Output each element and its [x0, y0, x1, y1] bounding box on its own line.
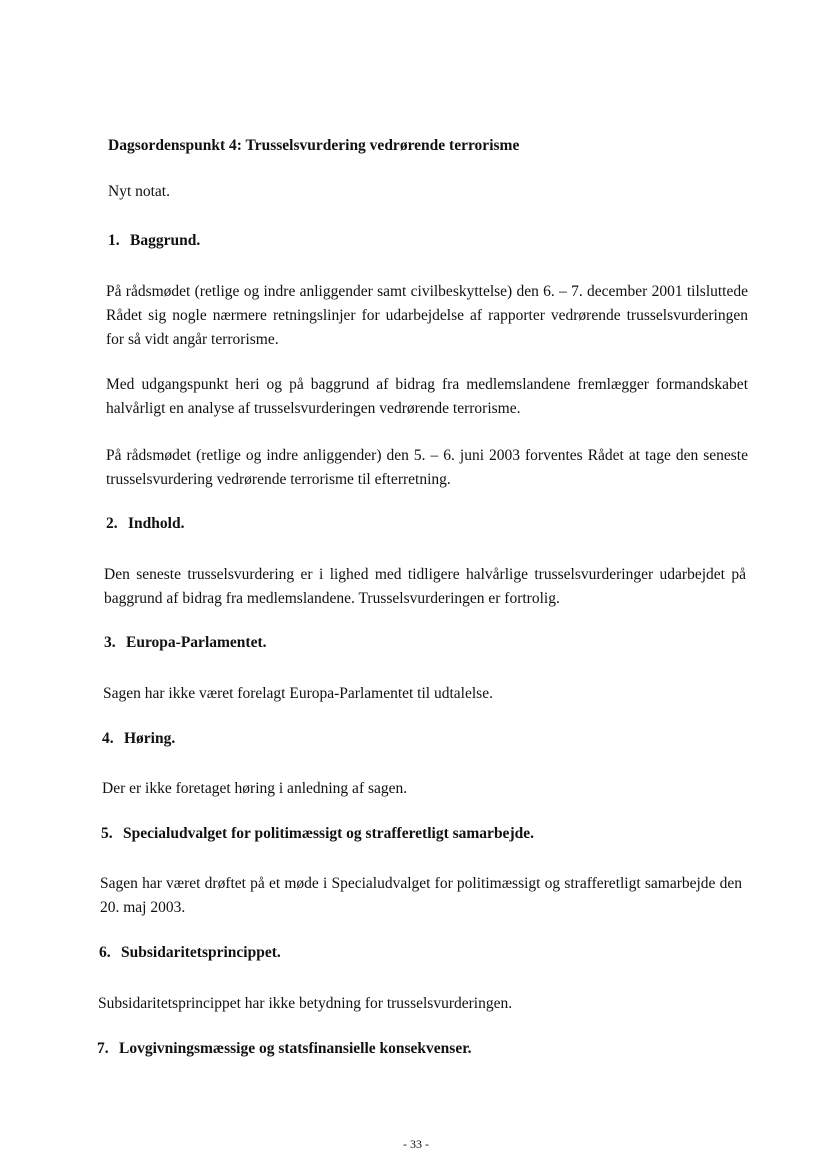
section-heading-baggrund	[108, 232, 200, 250]
section-heading-lovgivningsmaessige	[97, 1040, 472, 1058]
section-heading-europa-parlamentet	[104, 634, 266, 652]
section-number: 5.	[101, 825, 113, 842]
section-number: 2.	[106, 515, 118, 532]
section-number: 1.	[108, 232, 120, 249]
section-title: Høring.	[124, 730, 176, 747]
section-number: 3.	[104, 634, 116, 651]
section-title: Baggrund.	[130, 232, 201, 249]
section-title: Subsidaritetsprincippet.	[121, 944, 281, 961]
section-heading-subsidaritetsprincippet	[99, 944, 281, 962]
section-heading-specialudvalget	[101, 825, 534, 843]
paragraph-europa-parlamentet-1: Sagen har ikke været forelagt Europa-Parlamentet til udtalelse.	[103, 685, 493, 702]
paragraph-baggrund-2: Med udgangspunkt heri og på baggrund af bidrag fra medlemslandene fremlægger formandskabet halvårligt en analyse af trusselsvurderingen vedrørende terrorisme.	[106, 376, 748, 417]
intro-text: Nyt notat.	[108, 183, 170, 200]
section-heading-horing	[102, 730, 175, 748]
paragraph-baggrund-3: På rådsmødet (retlige og indre anliggender) den 5. – 6. juni 2003 forventes Rådet at tage den seneste trusselsvurdering vedrørende terrorisme til efterretning.	[106, 447, 748, 488]
section-title: Specialudvalget for politimæssigt og strafferetligt samarbejde.	[123, 825, 534, 842]
paragraph-baggrund-1: På rådsmødet (retlige og indre anliggender samt civilbeskyttelse) den 6. – 7. december 2001 tilsluttede Rådet sig nogle nærmere retningslinjer for udarbejdelse af rapporter vedrørende trusselsvurderingen for så vidt angår terrorisme.	[106, 283, 748, 348]
section-title: Indhold.	[128, 515, 185, 532]
paragraph-specialudvalget-1: Sagen har været drøftet på et møde i Specialudvalget for politimæssigt og strafferetligt samarbejde den 20. maj 2003.	[100, 875, 742, 916]
paragraph-subsidaritetsprincippet-1: Subsidaritetsprincippet har ikke betydning for trusselsvurderingen.	[98, 995, 513, 1012]
section-title: Europa-Parlamentet.	[126, 634, 267, 651]
paragraph-horing-1: Der er ikke foretaget høring i anledning af sagen.	[102, 780, 408, 797]
page-number: - 33 -	[403, 1137, 429, 1151]
paragraph-indhold-1: Den seneste trusselsvurdering er i lighed med tidligere halvårlige trusselsvurderinger udarbejdet på baggrund af bidrag fra medlemslandene. Trusselsvurderingen er fortrolig.	[104, 566, 746, 607]
section-heading-indhold	[106, 515, 184, 533]
section-number: 7.	[97, 1040, 109, 1057]
section-number: 6.	[99, 944, 111, 961]
section-number: 4.	[102, 730, 114, 747]
section-title: Lovgivningsmæssige og statsfinansielle konsekvenser.	[119, 1040, 472, 1057]
document-title: Dagsordenspunkt 4: Trusselsvurdering vedrørende terrorisme	[108, 137, 520, 154]
